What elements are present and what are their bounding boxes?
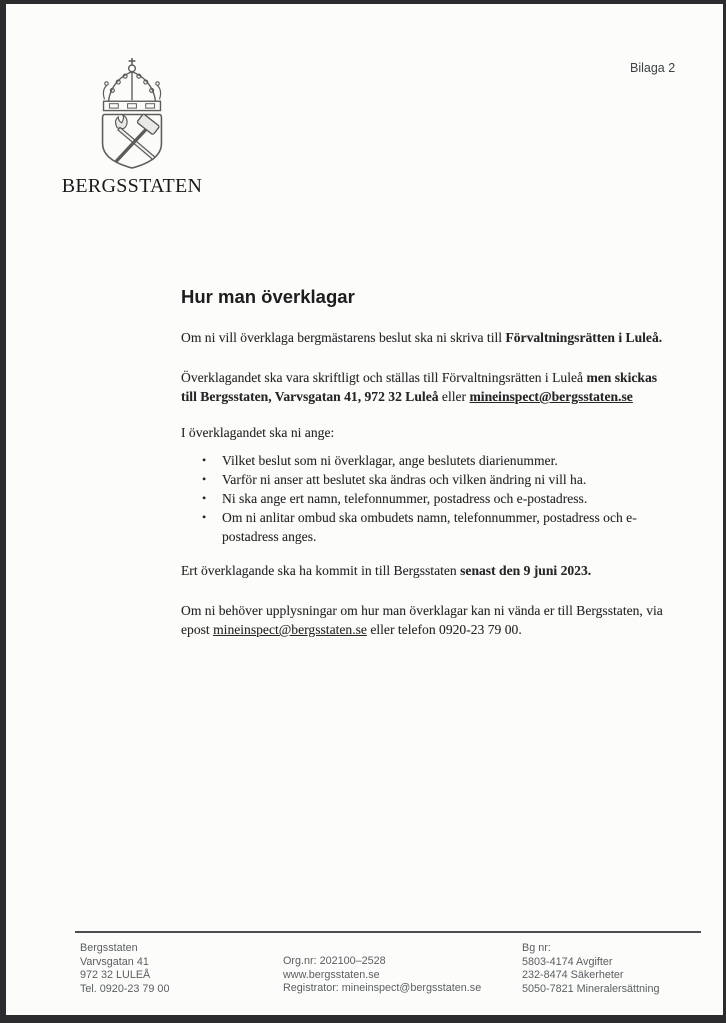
email-address: mineinspect@bergsstaten.se — [213, 622, 367, 637]
footer-phone: Tel. 0920-23 79 00 — [80, 982, 170, 995]
bullet-icon: • — [202, 510, 207, 524]
org-name-wordmark: BERGSSTATEN — [61, 175, 203, 197]
footer-street: Varvsgatan 41 — [80, 955, 149, 968]
paragraph-appeal-to: Om ni vill överklaga bergmästarens beslut ska ni skriva till Förvaltningsrätten i Luleå. — [181, 330, 663, 345]
crown-shield-hammer-torch-icon — [78, 56, 186, 172]
footer-bg-line: 5050-7821 Mineralersättning — [522, 982, 660, 995]
attachment-label: Bilaga 2 — [630, 61, 676, 75]
footer-postal: 972 32 LULEÅ — [80, 969, 151, 981]
footer-bg-label: Bg nr: — [522, 942, 551, 954]
bullet-icon: • — [202, 453, 207, 467]
footer-org-nr: Org.nr: 202100–2528 — [283, 955, 386, 967]
bergsstaten-logo — [46, 56, 218, 198]
paragraph-contact: Om ni behöver upplysningar om hur man överklagar kan ni vända er till Bergsstaten, via epost mineinspect@bergsstaten.se eller telefon 0920-23 79 00. — [181, 603, 663, 637]
list-item: • Om ni anlitar ombud ska ombudets namn, telefonnummer, postadress och e-postadress anges. — [202, 510, 637, 544]
letter-body — [181, 285, 665, 660]
bullet-icon: • — [202, 472, 207, 486]
paragraph-send-to: Överklagandet ska vara skriftligt och ställas till Förvaltningsrätten i Luleå men skickas till Bergsstaten, Varvsgatan 41, 972 32 Luleå eller mineinspect@bergsstaten.se — [181, 370, 658, 404]
list-item: • Ni ska ange ert namn, telefonnummer, postadress och e-postadress. — [202, 491, 588, 506]
page-title: Hur man överklagar — [181, 286, 355, 307]
bullet-icon: • — [202, 491, 207, 505]
list-intro: I överklagandet ska ni ange: — [181, 425, 335, 440]
footer-org-name: Bergsstaten — [80, 942, 138, 954]
footer-bank-info — [522, 942, 659, 996]
scanned-document-page — [6, 4, 723, 1015]
footer-org-info — [283, 955, 481, 996]
footer-office-address — [80, 942, 169, 996]
paragraph-deadline: Ert överklagande ska ha kommit in till Bergsstaten senast den 9 juni 2023. — [181, 563, 592, 578]
footer-bg-line: 5803-4174 Avgifter — [522, 955, 613, 968]
footer-divider — [75, 931, 701, 933]
appeal-requirements-list — [181, 451, 665, 546]
list-item: • Varför ni anser att beslutet ska ändras och vilken ändring ni vill ha. — [202, 472, 587, 487]
footer-registrator: Registrator: mineinspect@bergsstaten.se — [283, 982, 482, 994]
footer-website: www.bergsstaten.se — [283, 968, 380, 981]
email-address: mineinspect@bergsstaten.se — [469, 389, 633, 404]
list-item: • Vilket beslut som ni överklagar, ange beslutets diarienummer. — [202, 453, 558, 468]
footer-bg-line: 232-8474 Säkerheter — [522, 969, 624, 981]
